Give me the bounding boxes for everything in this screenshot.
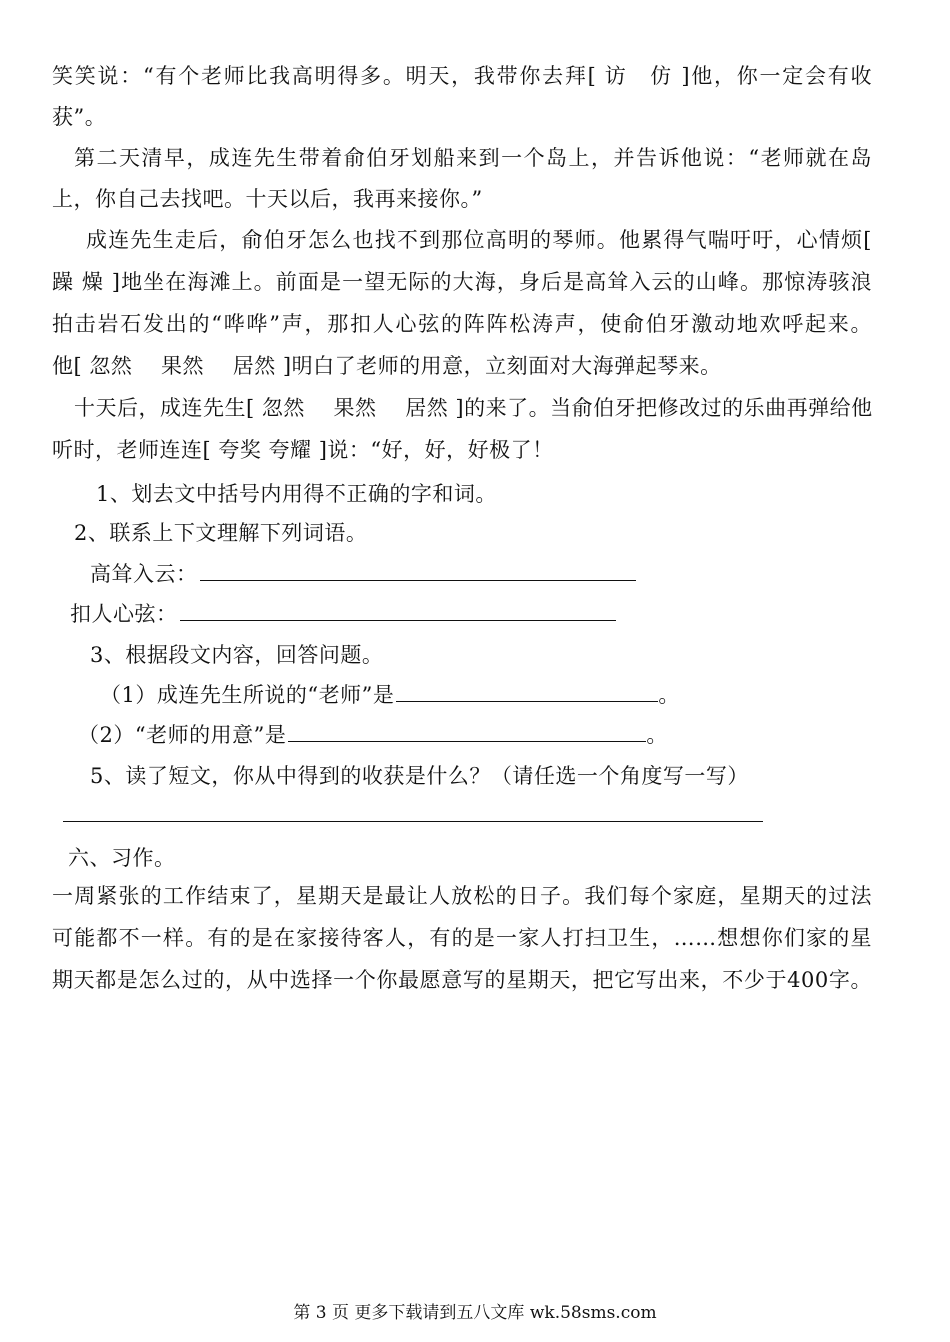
composition-line: 一周紧张的工作结束了，星期天是最让人放松的日子。我们每个家庭，星期天的过法 [52,884,872,908]
answer-blank[interactable] [396,681,658,702]
question-1: 1、划去文中括号内用得不正确的字和词。 [96,482,497,506]
passage-line: 成连先生走后，俞伯牙怎么也找不到那位高明的琴师。他累得气喘吁吁，心情烦[ [86,228,872,252]
composition-heading: 六、习作。 [68,846,176,870]
question-2b [70,600,616,628]
period: 。 [658,683,680,707]
passage-line: 第二天清早，成连先生带着俞伯牙划船来到一个岛上，并告诉他说：“老师就在岛 [74,146,872,170]
answer-blank[interactable] [288,721,646,742]
question-3: 3、根据段文内容，回答问题。 [90,643,384,667]
passage-line: 上，你自己去找吧。十天以后，我再来接你。” [52,187,483,211]
answer-blank[interactable] [180,600,616,621]
passage-line: 获”。 [52,105,107,129]
answer-line[interactable] [63,821,763,822]
composition-line: 可能都不一样。有的是在家接待客人，有的是一家人打扫卫生，……想想你们家的星 [52,926,872,950]
passage-line: 笑笑说：“有个老师比我高明得多。明天，我带你去拜[ 访 仿 ]他，你一定会有收 [52,64,872,88]
question-3-2 [78,721,668,749]
page-footer: 第 3 页 更多下载请到五八文库 wk.58sms.com [293,1303,657,1323]
answer-blank[interactable] [200,560,636,581]
question-3-1-label: （1）成连先生所说的“老师”是 [100,683,395,707]
question-2: 2、联系上下文理解下列词语。 [74,521,368,545]
question-3-2-label: （2）“老师的用意”是 [78,723,287,747]
passage-line: 拍击岩石发出的“哗哗”声，那扣人心弦的阵阵松涛声，使俞伯牙激动地欢呼起来。 [52,312,872,336]
question-5: 5、读了短文，你从中得到的收获是什么？（请任选一个角度写一写） [90,764,749,788]
period: 。 [646,723,668,747]
passage-line: 他[ 忽然 果然 居然 ]明白了老师的用意，立刻面对大海弹起琴来。 [52,354,722,378]
composition-line: 期天都是怎么过的，从中选择一个你最愿意写的星期天，把它写出来，不少于400字。 [52,968,872,992]
question-2a [90,560,636,588]
passage-line: 听时，老师连连[ 夸奖 夸耀 ]说：“好，好，好极了！ [52,438,554,462]
passage-line: 躁 燥 ]地坐在海滩上。前面是一望无际的大海，身后是高耸入云的山峰。那惊涛骇浪 [52,270,872,294]
question-3-1 [100,681,680,709]
passage-line: 十天后，成连先生[ 忽然 果然 居然 ]的来了。当俞伯牙把修改过的乐曲再弹给他 [74,396,873,420]
question-2a-label: 高耸入云： [90,562,198,586]
question-2b-label: 扣人心弦： [70,602,178,626]
